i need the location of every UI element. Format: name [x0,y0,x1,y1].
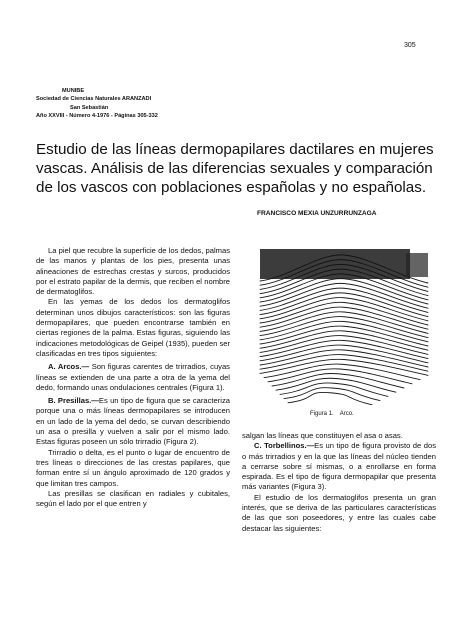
definition-torbellinos: Es un tipo de figura provisto de dos o más trirradios y en la que las líneas del núcleo tienden a cerrarse sobre sí mismas, o a enrollarse en forma espirada. Es el tipo de figura dermopapilar que presenta más variantes (Figura 3). [242,441,436,492]
definition-arcos: Son figuras carentes de trirradios, cuyas líneas se extienden de una parte a otra de la yema del dedo, formando unas ondulaciones centrales (Figura 1). [36,362,230,392]
journal-header [36,87,158,121]
term-torbellinos: C. Torbellinos.— [254,441,315,451]
term-presillas: B. Presillas.— [48,396,99,406]
fingerprint-arch-image [256,245,436,405]
paragraph: Trirradio o delta, es el punto o lugar de encuentro de tres líneas o direcciones de las crestas papilares, que forman entre sí un ángulo aproximado de 120 grados y que limitan tres campos. [36,447,230,488]
paragraph-presillas [36,396,230,447]
paragraph: Las presillas se clasifican en radiales y cubitales, según el lado por el que entren y [36,488,230,509]
paragraph: salgan las líneas que constituyen el asa o asas. [242,431,403,440]
paragraph: El estudio de los dermatoglifos presenta un gran interés, que se deriva de las particulares características de las que son poseedores, y entre las cuales cabe destacar las siguientes: [242,492,436,533]
ridge-line [280,383,388,396]
figure-caption-text: Arco. [339,411,354,417]
paragraph-torbellinos [242,441,436,492]
right-column [242,431,436,534]
article-title: Estudio de las líneas dermopapilares dactilares en mujeres vascas. Análisis de las diferencias sexuales y comparación de los vascos con poblaciones españolas y no españolas. [36,141,434,196]
ridge-line [264,364,420,380]
journal-society: Sociedad de Ciencias Naturales ARANZADI [36,96,152,103]
paragraph-arcos [36,362,230,393]
ridge-line [268,369,412,384]
article-author: FRANCISCO MEXIA UNZURRUNZAGA [257,210,377,217]
journal-city: San Sebastián [70,104,109,111]
ridge-line [272,373,404,388]
term-arcos: A. Arcos.— [48,362,90,372]
journal-name: MUNIBE [62,88,85,94]
paragraph: En las yemas de los dedos los dermatoglifos determinan unos dibujos característicos: son las figuras dermopapilares, que pueden encontrarse también en ciertas regiones de la palma. Estas figuras, siguiendo las indicaciones metodológicas de Geipel (1935), pueden ser clasificadas en tres tipos siguientes: [36,297,230,358]
figure-caption [310,411,360,417]
definition-presillas: Es un tipo de figura que se caracteriza porque una o más líneas dermopapilares se introducen en un lado de la yema del dedo, se curvan describiendo un asa o presilla y vuelven a salir por el mismo lado. Estas figuras poseen un sólo trirradio (Figura 2). [36,396,230,447]
page-number: 305 [404,42,416,49]
paragraph: La piel que recubre la superficie de los dedos, palmas de las manos y plantas de los pies, presenta unas alineaciones de estrechas crestas y surcos, producidos por el estrato papilar de la dermis, que reciben el nombre de dermatoglifos. [36,246,230,297]
left-column [36,246,230,509]
ridge-line [260,359,428,375]
ridge-line [276,378,396,392]
journal-issue: Año XXVIII - Número 4-1976 - Páginas 305-332 [36,113,158,120]
figure-label: Figura 1. [310,411,334,417]
